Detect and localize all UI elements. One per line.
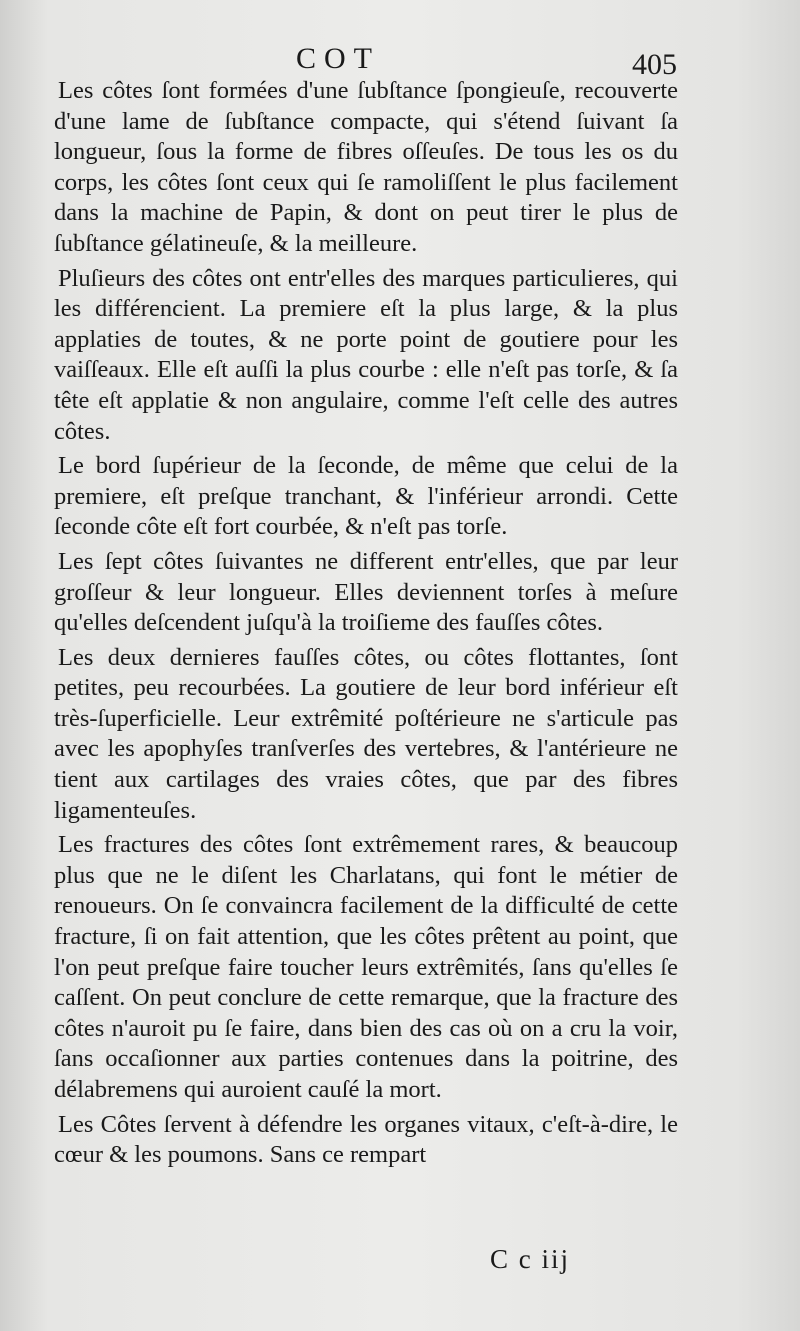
paragraph-seven-ribs: Les ſept côtes ſuivantes ne different entr'elles, que par leur groſſeur & leur longueur. Elles deviennent torſes à meſure qu'elles deſcendent juſqu'à la troiſieme des fauſſes côtes.: [54, 547, 678, 637]
paragraph-first-rib: Pluſieurs des côtes ont entr'elles des marques particulieres, qui les différencient. La premiere eſt la plus large, & la plus applaties de toutes, & ne porte point de goutiere pour les vaiſſeaux. Elle eſt auſſi la plus courbe : elle n'eſt pas torſe, & ſa tête eſt applatie & non angulaire, comme l'eſt celle des autres côtes.: [54, 264, 678, 445]
paragraph-fractures: Les fractures des côtes ſont extrêmement rares, & beaucoup plus que ne le diſent les Charlatans, qui font le métier de renoueurs. On ſe convaincra facilement de la difficulté de cette fracture, ſi on fait attention, que les côtes prêtent au point, que l'on peut preſque faire toucher leurs extrêmités, ſans qu'elles ſe caſſent. On peut conclure de cette remarque, que la fracture des côtes n'auroit pu ſe faire, dans bien des cas où on a cru la voir, ſans occaſionner aux parties contenues dans la poitrine, des délabremens qui auroient cauſé la mort.: [54, 831, 678, 1103]
running-head: [0, 42, 800, 81]
signature-mark: C c iij: [490, 1244, 570, 1274]
paragraph-second-rib: Le bord ſupérieur de la ſeconde, de même que celui de la premiere, eſt preſque tranchant, & l'inférieur arrondi. Cette ſeconde côte eſt fort courbée, & n'eſt pas torſe.: [54, 452, 678, 541]
paragraph-function: Les Côtes ſervent à défendre les organes vitaux, c'eſt-à-dire, le cœur & les poumons. Sans ce rempart: [54, 1110, 678, 1169]
paragraph-floating-ribs: Les deux dernieres fauſſes côtes, ou côtes flottantes, ſont petites, peu recourbées. La goutiere de leur bord inférieur eſt très-ſuperficielle. Leur extrêmité poſtérieure ne s'articule pas avec les apophyſes tranſverſes des vertebres, & l'antérieure ne tient aux cartilages des vraies côtes, que par des fibres ligamenteuſes.: [54, 643, 678, 824]
paragraph-ribs-substance: Les côtes ſont formées d'une ſubſtance ſpongieuſe, recouverte d'une lame de ſubſtance compacte, qui s'étend ſuivant ſa longueur, ſous la forme de fibres oſſeuſes. De tous les os du corps, les côtes ſont ceux qui ſe ramoliſſent le plus facilement dans la machine de Papin, & dont on peut tirer le plus de ſubſtance gélatineuſe, & la meilleure.: [54, 77, 678, 257]
page-number: 405: [632, 48, 677, 81]
body-text: [54, 76, 678, 1175]
running-head-title: COT: [296, 42, 380, 75]
